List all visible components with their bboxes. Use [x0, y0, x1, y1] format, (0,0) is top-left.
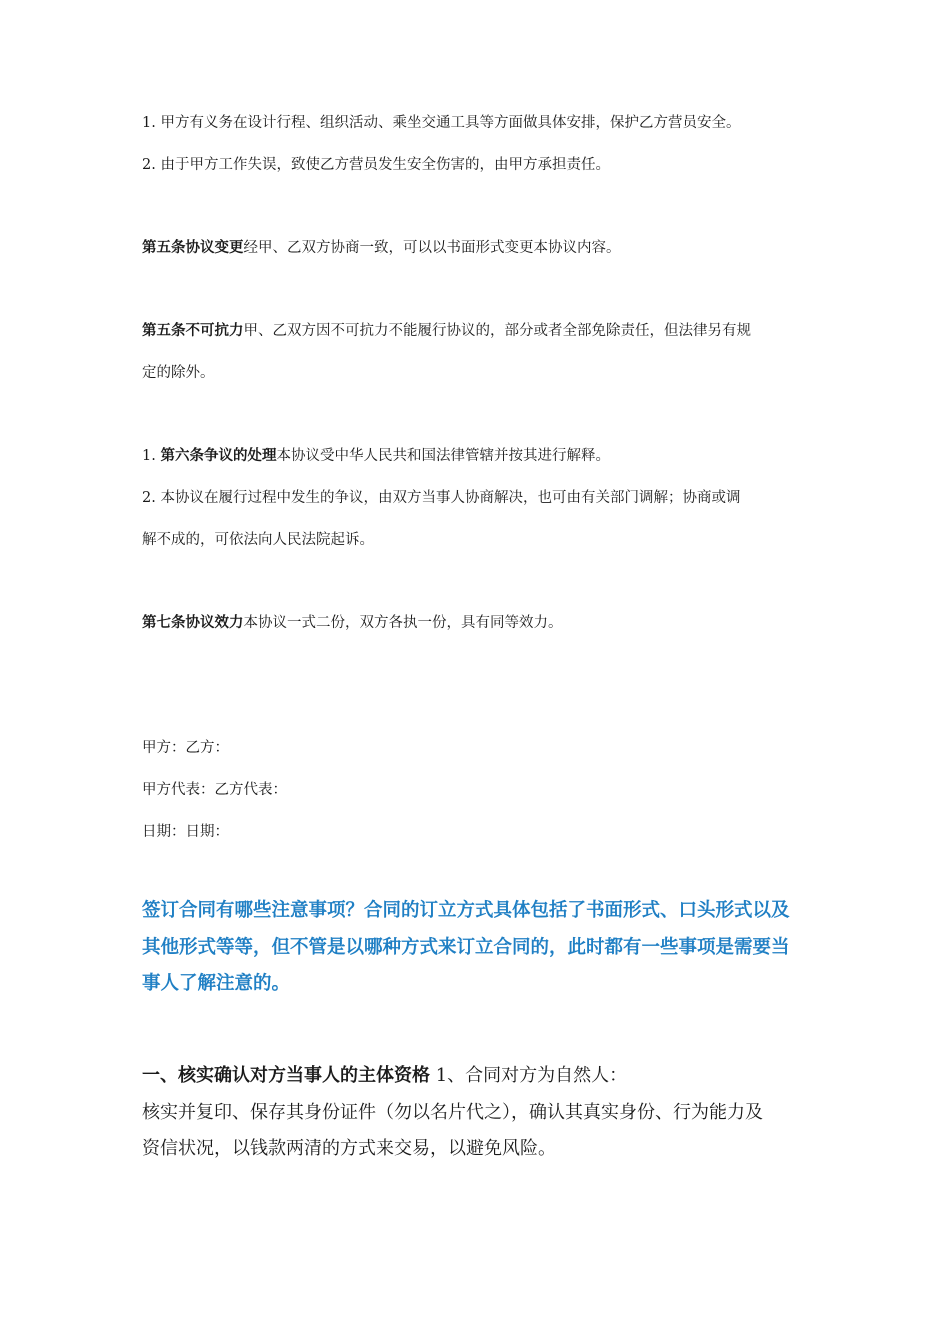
safety-clause-1: 1. 甲方有义务在设计行程、组织活动、乘坐交通工具等方面做具体安排，保护乙方营员安全。 [142, 115, 741, 131]
article-5-force-majeure-cont: 定的除外。 [142, 365, 215, 381]
safety-clause-2: 2. 由于甲方工作失误，致使乙方营员发生安全伤害的，由甲方承担责任。 [142, 157, 610, 173]
article-5-force-majeure [142, 321, 822, 341]
article-6-line-3: 解不成的，可依法向人民法院起诉。 [142, 532, 374, 548]
article-5-amendment [142, 238, 822, 258]
article-7 [142, 613, 822, 633]
article-6-text: 本协议受中华人民共和国法律管辖并按其进行解释。 [276, 448, 610, 464]
notice-heading-line-3: 事人了解注意的。 [142, 973, 291, 994]
signature-representatives: 甲方代表：乙方代表： [142, 782, 287, 798]
signature-dates: 日期：日期： [142, 824, 229, 840]
signature-parties: 甲方：乙方： [142, 740, 229, 756]
section-1-line-1 [142, 1063, 822, 1089]
notice-heading-line-2: 其他形式等等，但不管是以哪种方式来订立合同的，此时都有一些事项是需要当 [142, 937, 790, 958]
article-5-amendment-text: 经甲、乙双方协商一致，可以以书面形式变更本协议内容。 [243, 240, 621, 256]
article-5-force-majeure-title: 第五条不可抗力 [142, 322, 244, 339]
article-5-force-majeure-text: 甲、乙双方因不可抗力不能履行协议的，部分或者全部免除责任，但法律另有规 [243, 323, 751, 339]
article-7-title: 第七条协议效力 [142, 614, 244, 631]
article-5-amendment-title: 第五条协议变更 [142, 239, 244, 256]
section-1-text: 1、合同对方为自然人： [430, 1065, 628, 1086]
section-1-title: 一、核实确认对方当事人的主体资格 [142, 1065, 430, 1086]
article-7-text: 本协议一式二份，双方各执一份，具有同等效力。 [243, 615, 563, 631]
article-6-number: 1. [142, 448, 161, 464]
article-6-line-2: 2. 本协议在履行过程中发生的争议，由双方当事人协商解决，也可由有关部门调解；协商或调 [142, 490, 741, 506]
notice-heading-line-1: 签订合同有哪些注意事项？合同的订立方式具体包括了书面形式、口头形式以及 [142, 900, 790, 921]
article-6-title: 第六条争议的处理 [160, 447, 277, 464]
article-6-line-1 [142, 446, 822, 466]
section-1-line-2: 核实并复印、保存其身份证件（勿以名片代之），确认其真实身份、行为能力及 [142, 1102, 763, 1123]
section-1-line-3: 资信状况，以钱款两清的方式来交易，以避免风险。 [142, 1138, 556, 1159]
